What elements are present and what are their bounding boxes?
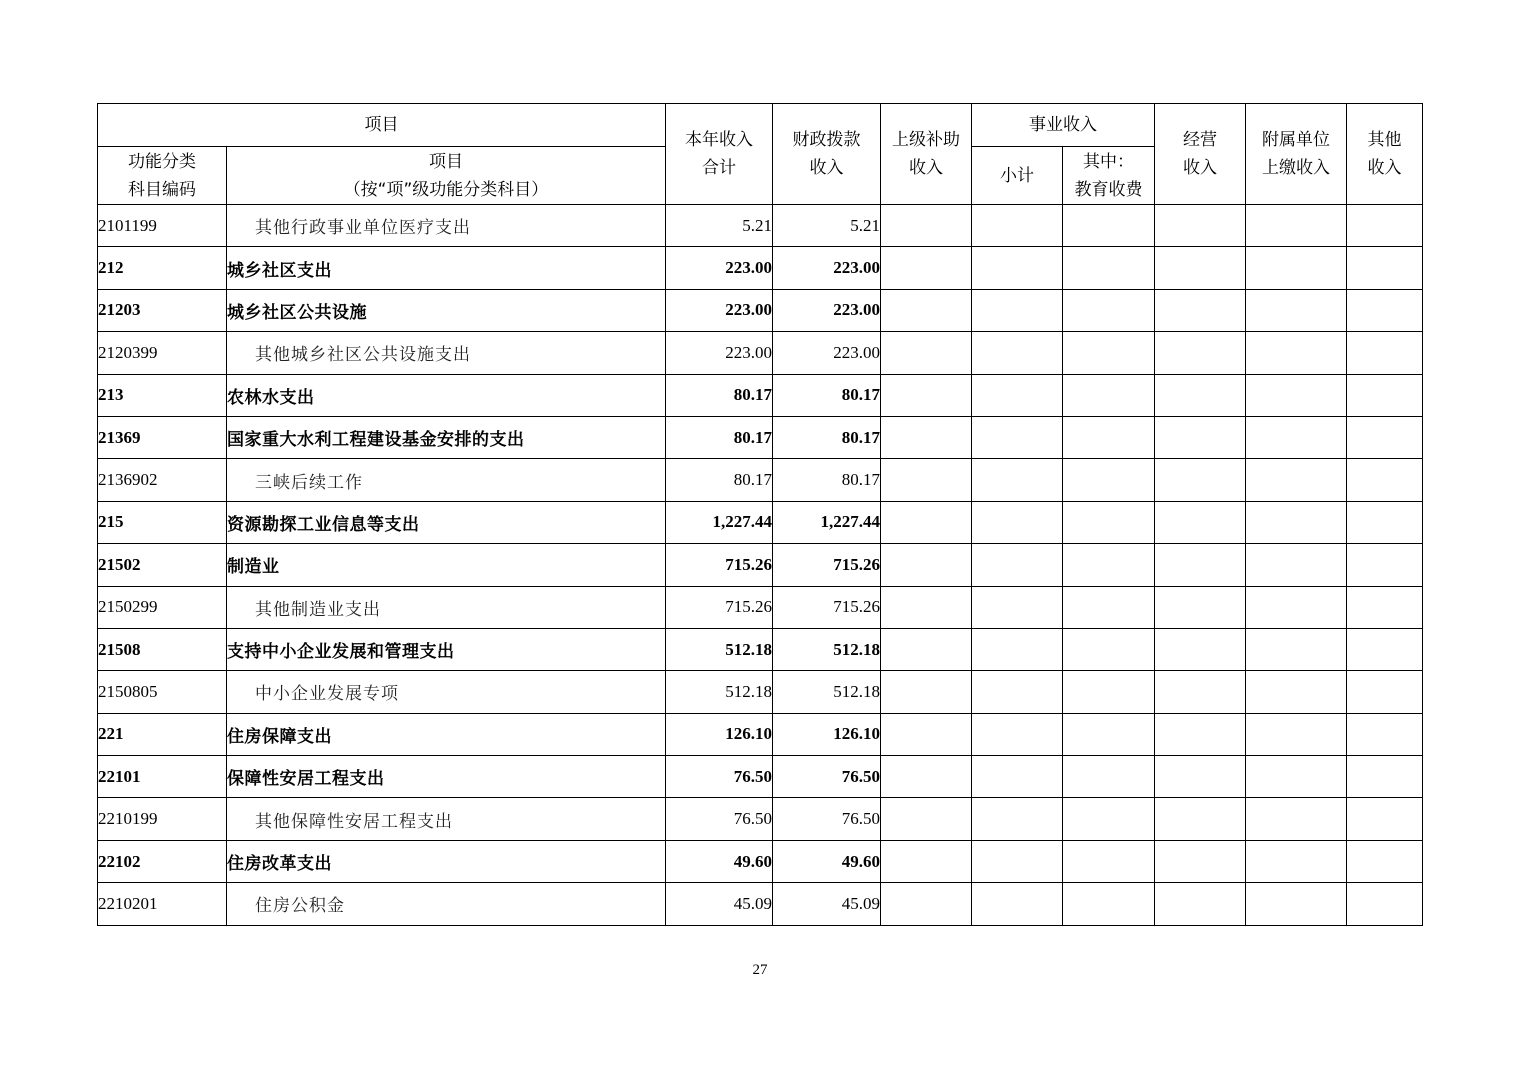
fiscal-cell: 5.21 bbox=[773, 205, 881, 247]
name-cell: 农林水支出 bbox=[227, 374, 666, 416]
fiscal-cell: 1,227.44 bbox=[773, 501, 881, 543]
name-cell: 其他制造业支出 bbox=[227, 586, 666, 628]
table-row bbox=[98, 883, 1423, 925]
page-number: 27 bbox=[752, 962, 768, 978]
fiscal-cell: 76.50 bbox=[773, 798, 881, 840]
header-project: 项目 bbox=[98, 104, 666, 147]
code-cell: 2210201 bbox=[98, 883, 227, 925]
total-cell: 80.17 bbox=[666, 374, 773, 416]
header-operating: 经营 收入 bbox=[1155, 104, 1246, 205]
table-row bbox=[98, 332, 1423, 374]
fiscal-cell: 223.00 bbox=[773, 247, 881, 289]
total-cell: 76.50 bbox=[666, 798, 773, 840]
table-row bbox=[98, 374, 1423, 416]
name-cell: 保障性安居工程支出 bbox=[227, 756, 666, 798]
total-cell: 5.21 bbox=[666, 205, 773, 247]
fiscal-cell: 715.26 bbox=[773, 544, 881, 586]
table-row bbox=[98, 586, 1423, 628]
name-cell: 资源勘探工业信息等支出 bbox=[227, 501, 666, 543]
table-row bbox=[98, 247, 1423, 289]
header-fiscal: 财政拨款 收入 bbox=[773, 104, 881, 205]
code-cell: 213 bbox=[98, 374, 227, 416]
table-row bbox=[98, 459, 1423, 501]
fiscal-cell: 45.09 bbox=[773, 883, 881, 925]
code-cell: 21502 bbox=[98, 544, 227, 586]
name-cell: 中小企业发展专项 bbox=[227, 671, 666, 713]
fiscal-cell: 715.26 bbox=[773, 586, 881, 628]
total-cell: 223.00 bbox=[666, 289, 773, 331]
code-cell: 21203 bbox=[98, 289, 227, 331]
name-cell: 其他城乡社区公共设施支出 bbox=[227, 332, 666, 374]
total-cell: 1,227.44 bbox=[666, 501, 773, 543]
table-row bbox=[98, 628, 1423, 670]
total-cell: 126.10 bbox=[666, 713, 773, 755]
code-cell: 2101199 bbox=[98, 205, 227, 247]
fiscal-cell: 512.18 bbox=[773, 671, 881, 713]
name-cell: 其他行政事业单位医疗支出 bbox=[227, 205, 666, 247]
name-cell: 住房改革支出 bbox=[227, 840, 666, 882]
name-cell: 支持中小企业发展和管理支出 bbox=[227, 628, 666, 670]
table-row bbox=[98, 416, 1423, 458]
fiscal-cell: 126.10 bbox=[773, 713, 881, 755]
fiscal-cell: 223.00 bbox=[773, 332, 881, 374]
total-cell: 49.60 bbox=[666, 840, 773, 882]
table-row bbox=[98, 713, 1423, 755]
header-name: 项目 （按“项”级功能分类科目） bbox=[227, 147, 666, 205]
fiscal-cell: 76.50 bbox=[773, 756, 881, 798]
header-upper: 上级补助 收入 bbox=[881, 104, 972, 205]
fiscal-cell: 512.18 bbox=[773, 628, 881, 670]
total-cell: 223.00 bbox=[666, 332, 773, 374]
fiscal-cell: 223.00 bbox=[773, 289, 881, 331]
code-cell: 21508 bbox=[98, 628, 227, 670]
header-total: 本年收入 合计 bbox=[666, 104, 773, 205]
header-affiliated: 附属单位 上缴收入 bbox=[1246, 104, 1347, 205]
total-cell: 45.09 bbox=[666, 883, 773, 925]
name-cell: 住房保障支出 bbox=[227, 713, 666, 755]
total-cell: 715.26 bbox=[666, 544, 773, 586]
total-cell: 512.18 bbox=[666, 671, 773, 713]
code-cell: 2136902 bbox=[98, 459, 227, 501]
table-row bbox=[98, 840, 1423, 882]
total-cell: 223.00 bbox=[666, 247, 773, 289]
fiscal-cell: 80.17 bbox=[773, 374, 881, 416]
header-subtotal: 小计 bbox=[972, 147, 1063, 205]
table-row bbox=[98, 798, 1423, 840]
fiscal-cell: 80.17 bbox=[773, 459, 881, 501]
name-cell: 城乡社区公共设施 bbox=[227, 289, 666, 331]
code-cell: 212 bbox=[98, 247, 227, 289]
code-cell: 2150299 bbox=[98, 586, 227, 628]
total-cell: 80.17 bbox=[666, 459, 773, 501]
table-row bbox=[98, 205, 1423, 247]
total-cell: 512.18 bbox=[666, 628, 773, 670]
code-cell: 215 bbox=[98, 501, 227, 543]
total-cell: 715.26 bbox=[666, 586, 773, 628]
fiscal-cell: 80.17 bbox=[773, 416, 881, 458]
code-cell: 22101 bbox=[98, 756, 227, 798]
total-cell: 80.17 bbox=[666, 416, 773, 458]
header-business: 事业收入 bbox=[972, 104, 1155, 147]
table-row bbox=[98, 501, 1423, 543]
name-cell: 其他保障性安居工程支出 bbox=[227, 798, 666, 840]
table-row bbox=[98, 671, 1423, 713]
code-cell: 22102 bbox=[98, 840, 227, 882]
name-cell: 城乡社区支出 bbox=[227, 247, 666, 289]
table-row bbox=[98, 544, 1423, 586]
code-cell: 221 bbox=[98, 713, 227, 755]
name-cell: 住房公积金 bbox=[227, 883, 666, 925]
header-other: 其他 收入 bbox=[1347, 104, 1423, 205]
code-cell: 2120399 bbox=[98, 332, 227, 374]
header-code: 功能分类 科目编码 bbox=[98, 147, 227, 205]
code-cell: 21369 bbox=[98, 416, 227, 458]
name-cell: 制造业 bbox=[227, 544, 666, 586]
budget-table bbox=[97, 103, 1423, 926]
fiscal-cell: 49.60 bbox=[773, 840, 881, 882]
table-row bbox=[98, 289, 1423, 331]
total-cell: 76.50 bbox=[666, 756, 773, 798]
name-cell: 三峡后续工作 bbox=[227, 459, 666, 501]
code-cell: 2210199 bbox=[98, 798, 227, 840]
header-edu: 其中： 教育收费 bbox=[1063, 147, 1155, 205]
name-cell: 国家重大水利工程建设基金安排的支出 bbox=[227, 416, 666, 458]
code-cell: 2150805 bbox=[98, 671, 227, 713]
table-row bbox=[98, 756, 1423, 798]
